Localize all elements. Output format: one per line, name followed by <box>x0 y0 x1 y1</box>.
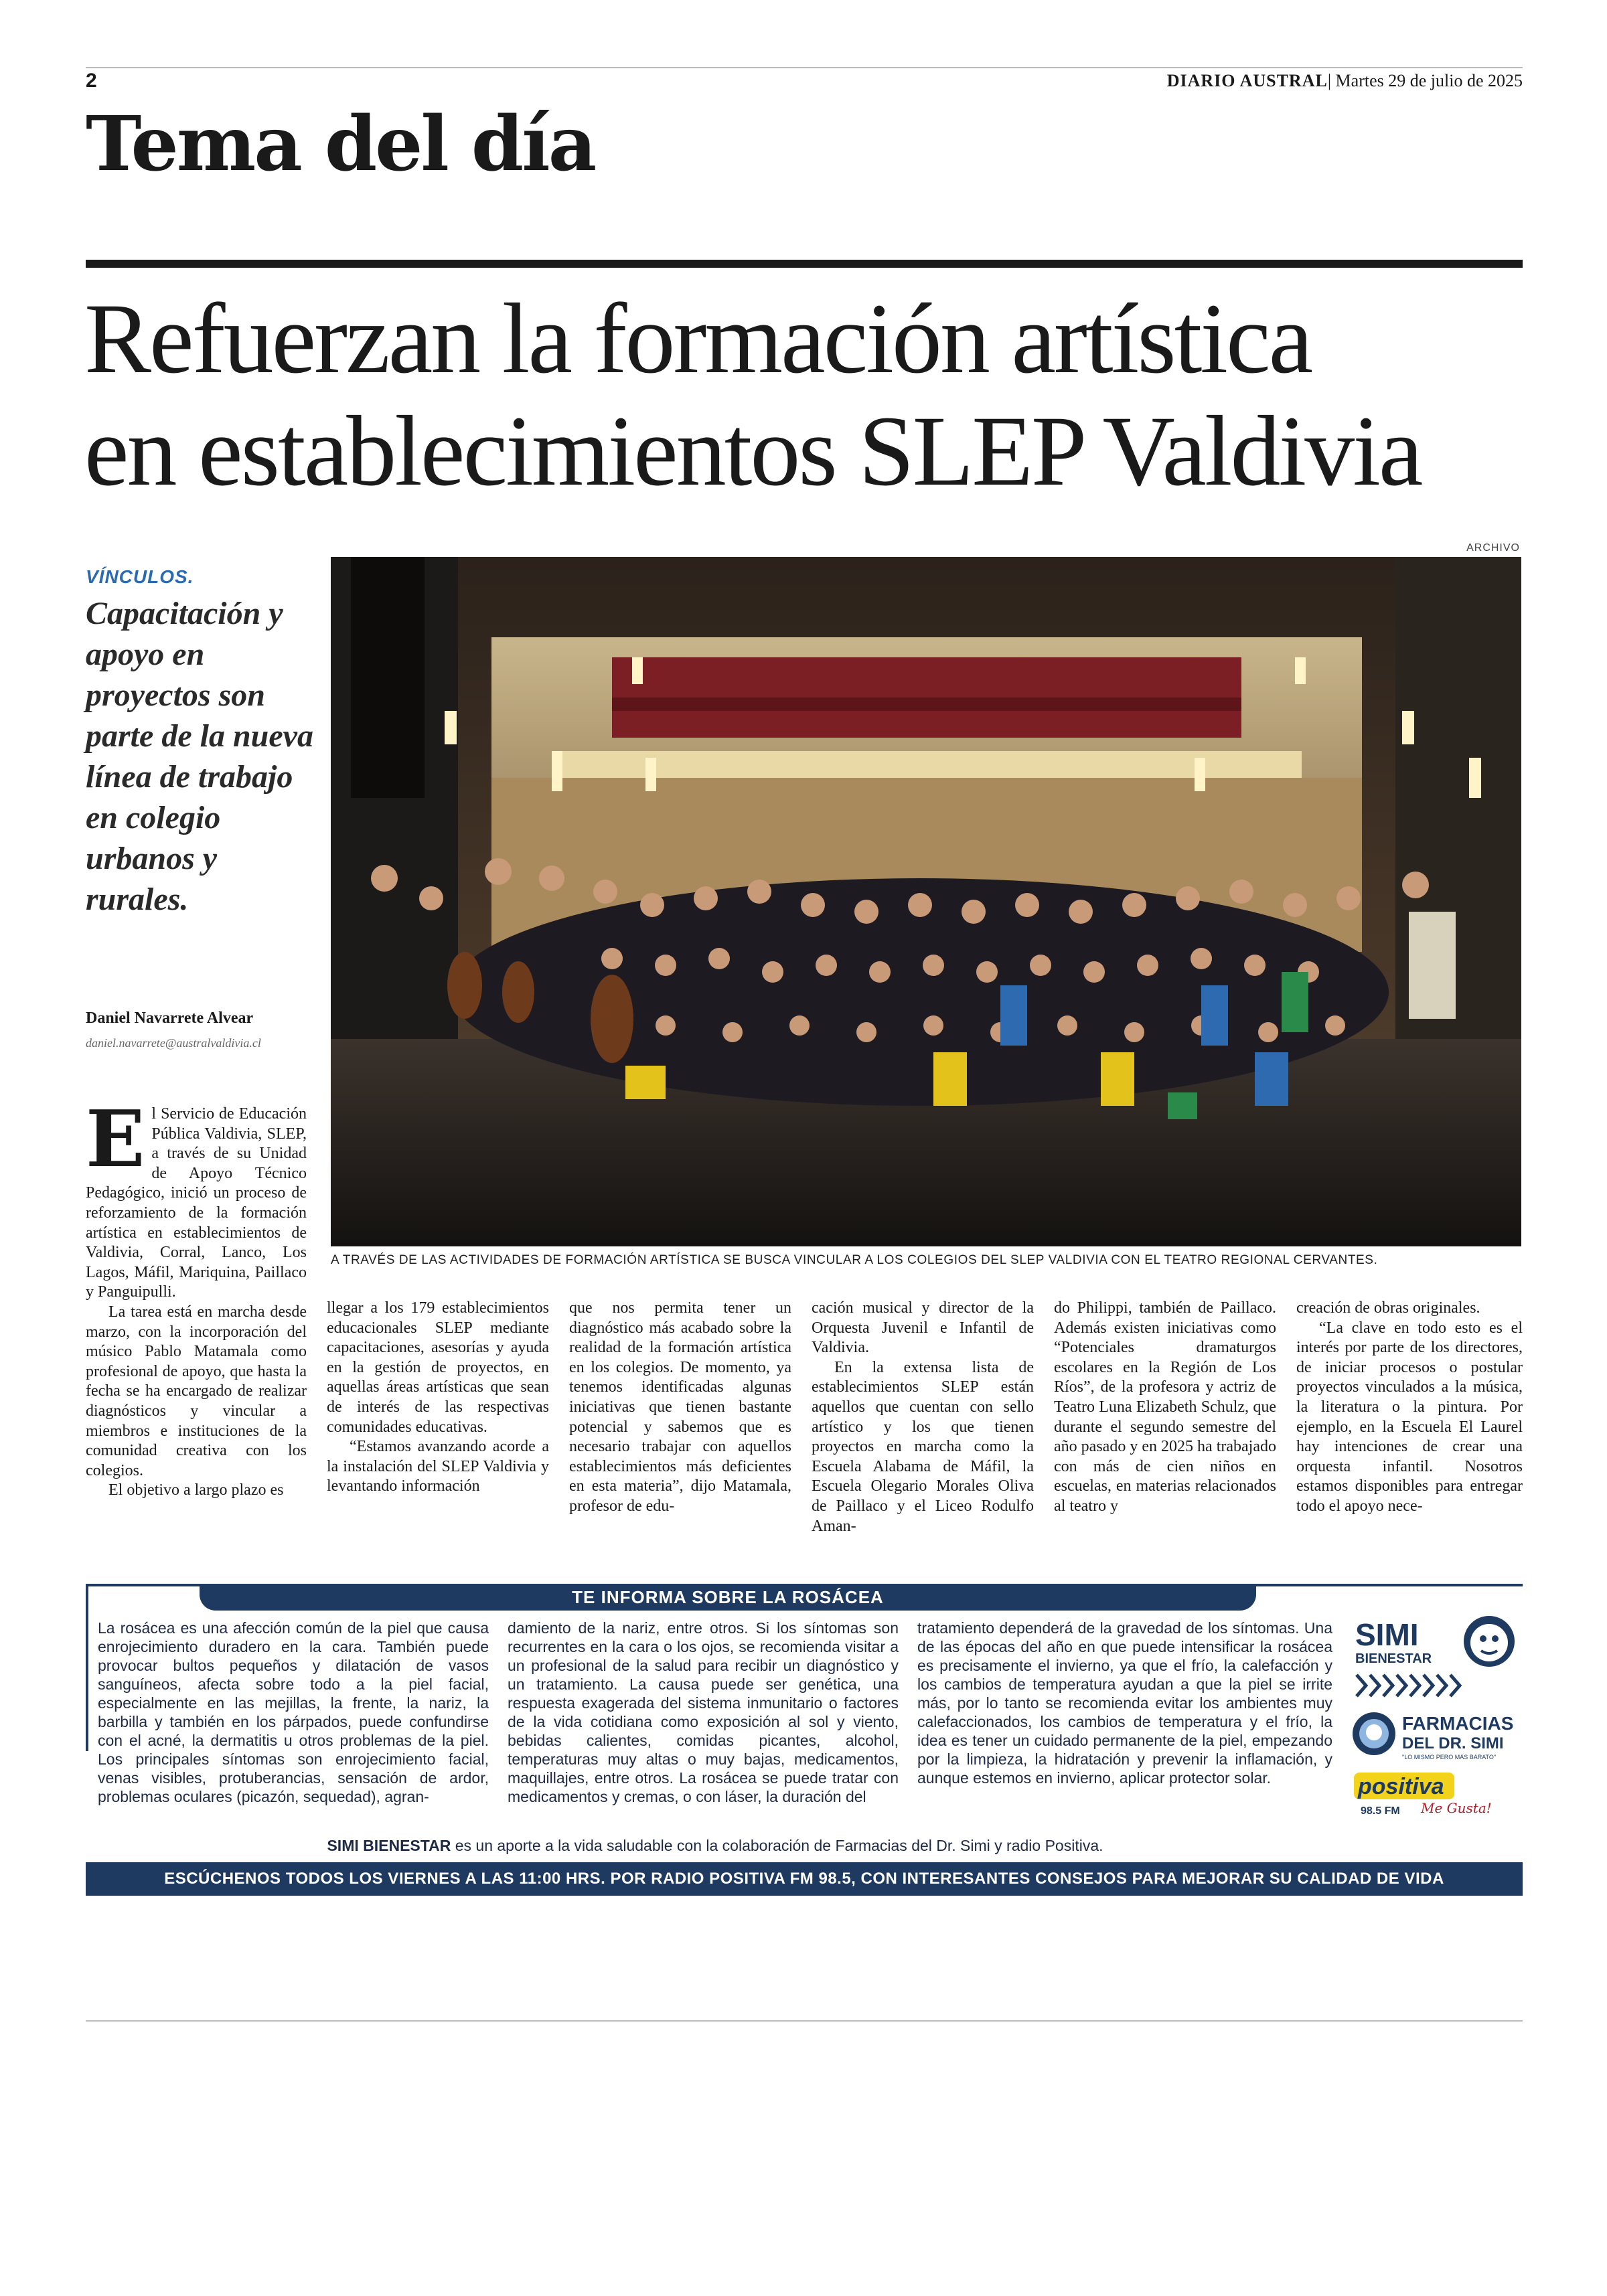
chevron-arrows-icon <box>1357 1675 1460 1696</box>
brand-positiva: positiva <box>1358 1774 1444 1799</box>
ad-slogan-brand: SIMI BIENESTAR <box>327 1837 451 1854</box>
headline-line-1: Refuerzan la formación artística <box>84 283 1312 394</box>
ad-left-border <box>86 1584 88 1751</box>
ad-column-1: La rosácea es una afección común de la piel que causa enrojecimiento duradero en la cara. También puede provocar bultos pequeños y dilatación de vasos sanguíneos, afecta sobre todo a la piel facial, especialmente en las mejillas, la frente, la nariz, la barbilla y también en los párpados, puede confundirse con el acné, la dermatitis u otros problemas de la piel. Los principales síntomas son enrojecimiento facial, venas visibles, protuberancias, sensación de ardor, problemas oculares (picazón, sequedad), agran- <box>98 1619 489 1805</box>
article-column-6 <box>1296 1299 1523 1517</box>
section-rule <box>86 260 1523 268</box>
brand-farmacias-1: FARMACIAS <box>1402 1713 1514 1734</box>
brand-farmacias-tagline: "LO MISMO PERO MÁS BARATO" <box>1402 1754 1497 1760</box>
article-paragraph <box>86 1094 307 1303</box>
dropcap: E <box>86 1094 145 1185</box>
article-column-1 <box>86 1094 307 1501</box>
article-column-3 <box>569 1299 791 1517</box>
section-title: Tema del día <box>86 100 595 188</box>
simi-mascot-icon <box>1464 1616 1515 1667</box>
author-byline: Daniel Navarrete Alvear <box>86 1009 254 1027</box>
bottom-rule <box>86 2020 1523 2022</box>
ad-column-3: tratamiento dependerá de la gravedad de los síntomas. Una de las épocas del año en que puede intensificar la rosácea es precisamente el invierno, ya que el frío, la calefacción y los cambios de temperatura ayudan a que la piel se irrite más, por lo tanto se recomienda evitar los ambientes muy calefaccionados, los cambios de temperatura y el frío, la idea es tener un cuidado permanente de la piel, empezando por la limpieza, la hidratación y prevenir la inflamación, y aunque estemos en invierno, aplicar protector solar. <box>917 1619 1332 1787</box>
brand-positiva-tagline: Me Gusta! <box>1421 1800 1492 1816</box>
article-text: l Servicio de Educación Pública Valdivia, SLEP, a través de su Unidad de Apoyo Técnico Pedagógico, inició un proceso de reforzamiento de la formación artística en establecimientos de Valdivia, Corral, Lanco, Los Lagos, Máfil, Mariquina, Paillaco y Panguipulli. <box>86 1105 307 1301</box>
farmacias-seal-icon <box>1353 1712 1395 1755</box>
paper-name: DIARIO AUSTRAL <box>1166 71 1328 90</box>
brand-logos-graphic <box>1347 1612 1523 1833</box>
article-column-5 <box>1054 1299 1276 1517</box>
brand-positiva-frequency: 98.5 FM <box>1361 1805 1400 1817</box>
brand-bienestar: BIENESTAR <box>1355 1651 1432 1666</box>
article-paragraph: do Philippi, también de Paillaco. Además existen iniciativas como “Potenciales dramaturgos escolares en la Región de Los Ríos”, de la profesora y actriz de Teatro Luna Elizabeth Schulz, que durante el segundo semestre del año pasado y en 2025 ha trabajado con más de cien niños en escuelas, en materias relacionados al teatro y <box>1054 1299 1276 1515</box>
ad-bottom-bar: ESCÚCHENOS TODOS LOS VIERNES A LAS 11:00 HRS. POR RADIO POSITIVA FM 98.5, CON INTERESANTES CONSEJOS PARA MEJORAR SU CALIDAD DE VIDA <box>86 1862 1523 1896</box>
lede: Capacitación y apoyo en proyectos son parte de la nueva línea de trabajo en colegio urbanos y rurales. <box>86 596 313 917</box>
article-paragraph: llegar a los 179 establecimientos educacionales SLEP mediante capacitaciones, asesorías y ayuda en la gestión de proyectos, en aquellas áreas artísticas que sean de interés de las respectivas comunidades educativas. <box>327 1299 549 1436</box>
photo-credit: ARCHIVO <box>1466 542 1520 554</box>
kicker: VÍNCULOS. <box>86 566 194 587</box>
article-paragraph: que nos permita tener un diagnóstico más acabado sobre la realidad de la formación artística en los colegios. De momento, ya tenemos identificadas algunas iniciativas que tienen bastante potencial y sabemos que es necesario trabajar con aquellos establecimientos más deficientes en esta materia”, dijo Matamala, profesor de edu- <box>569 1299 791 1515</box>
top-rule <box>86 67 1523 68</box>
ad-slogan-text: es un aporte a la vida saludable con la colaboración de Farmacias del Dr. Simi y radio Positiva. <box>451 1837 1103 1854</box>
headline-line-2: en establecimientos SLEP Valdivia <box>84 396 1422 507</box>
masthead-separator: | <box>1327 71 1332 90</box>
article-paragraph: cación musical y director de la Orquesta Juvenil e Infantil de Valdivia. <box>812 1299 1034 1357</box>
article-paragraph: La tarea está en marcha desde marzo, con la incorporación del músico Pablo Matamala como profesional de apoyo, que hasta la fecha se ha encargado de realizar diagnósticos y vincular a miembros e instituciones de la comunidad creativa con los colegios. <box>86 1303 307 1479</box>
brand-simi: SIMI <box>1355 1617 1419 1652</box>
article-column-4 <box>812 1299 1034 1536</box>
article-paragraph: El objetivo a largo plazo es <box>108 1481 284 1499</box>
article-paragraph: creación de obras originales. <box>1296 1299 1480 1317</box>
article-column-2 <box>327 1299 549 1497</box>
ad-slogan <box>86 1837 1345 1855</box>
page-number: 2 <box>86 70 97 92</box>
ad-brand-logos <box>1347 1612 1523 1846</box>
headline <box>84 282 1531 507</box>
ad-title: TE INFORMA SOBRE LA ROSÁCEA <box>200 1584 1256 1611</box>
group-photo <box>331 557 1521 1246</box>
theater-group-illustration <box>331 557 1521 1246</box>
photo-caption: A TRAVÉS DE LAS ACTIVIDADES DE FORMACIÓN ARTÍSTICA SE BUSCA VINCULAR A LOS COLEGIOS DEL SLEP VALDIVIA CON EL TEATRO REGIONAL CERVANTES. <box>331 1253 1378 1267</box>
masthead <box>1167 71 1523 91</box>
article-paragraph: “La clave en todo esto es el interés por parte de los directores, de iniciar procesos o postular proyectos vinculados a la música, la literatura o la pintura. Por ejemplo, en la Escuela El Laurel hay intenciones de crear una orquesta infantil. Nosotros estamos disponibles para entregar todo el apoyo nece- <box>1296 1319 1523 1515</box>
ad-column-2: damiento de la nariz, entre otros. Si los síntomas son recurrentes en la cara o los ojos, se recomienda visitar a un profesional de la salud para recibir un diagnóstico y un tratamiento. La causa puede ser genética, una respuesta exagerada del sistema inmunitario o factores de la vida cotidiana como exposición al sol y viento, bebidas calientes, comidas picantes, alcohol, temperaturas muy altas o muy bajas, medicamentos, maquillajes, entre otros. La rosácea se puede tratar con medicamentos y cremas, o con láser, la duración del <box>508 1619 899 1805</box>
brand-farmacias-2: DEL DR. SIMI <box>1402 1734 1504 1752</box>
issue-date: Martes 29 de julio de 2025 <box>1335 71 1523 90</box>
article-paragraph: “Estamos avanzando acorde a la instalación del SLEP Valdivia y levantando información <box>327 1438 549 1495</box>
author-email: daniel.navarrete@australvaldivia.cl <box>86 1036 261 1050</box>
article-paragraph: En la extensa lista de establecimientos SLEP están aquellos que cuentan con sello artístico y los que tienen proyectos en marcha como la Escuela Alabama de Máfil, la Escuela Olegario Morales Oliva de Paillaco y el Liceo Rodulfo Aman- <box>812 1358 1034 1535</box>
